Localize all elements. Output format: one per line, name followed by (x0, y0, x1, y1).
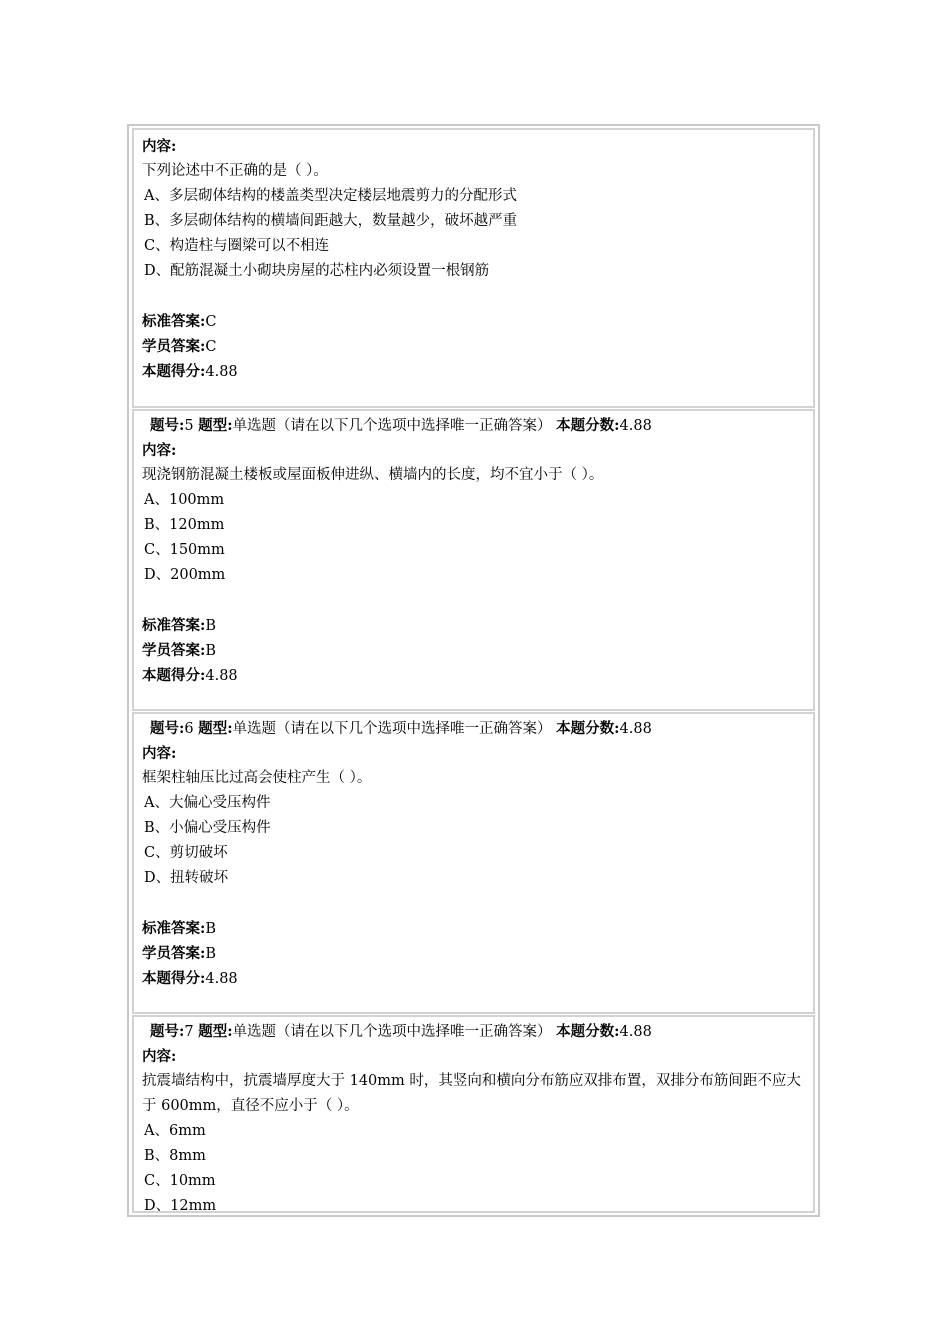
question-stem: 框架柱轴压比过高会使柱产生（ ）。 (142, 770, 372, 786)
question-stem: 现浇钢筋混凝土楼板或屋面板伸进纵、横墙内的长度，均不宜小于（ ）。 (142, 467, 604, 483)
qtype-value: 单选题（请在以下几个选项中选择唯一正确答案） (232, 1024, 552, 1040)
option-d: D、200mm (144, 567, 226, 583)
standard-answer-label: 标准答案: (142, 920, 206, 937)
question-block-7 (132, 1015, 815, 1213)
qtype-value: 单选题（请在以下几个选项中选择唯一正确答案） (232, 721, 552, 737)
option-b: B、120mm (144, 517, 225, 533)
qtype-value: 单选题（请在以下几个选项中选择唯一正确答案） (232, 418, 552, 434)
question-score (142, 663, 238, 689)
questions-panel (127, 124, 820, 1217)
option-c: C、150mm (144, 542, 225, 558)
student-answer-value: C (205, 339, 217, 355)
content-label: 内容: (142, 745, 177, 762)
qpoints-value: 4.88 (619, 721, 652, 737)
qtype-label: 题型: (198, 417, 233, 434)
question-header (150, 716, 652, 742)
option-b: B、多层砌体结构的横墙间距越大，数量越少，破坏越严重 (144, 213, 518, 229)
standard-answer (142, 309, 216, 335)
question-score (142, 359, 238, 385)
option-d: D、扭转破坏 (144, 870, 229, 886)
question-block-4 (132, 128, 815, 408)
student-answer (142, 638, 216, 664)
standard-answer-value: B (205, 618, 217, 634)
score-label: 本题得分: (142, 970, 206, 987)
standard-answer (142, 613, 216, 639)
qpoints-label: 本题分数: (556, 720, 620, 737)
score-value: 4.88 (205, 364, 238, 380)
student-answer-label: 学员答案: (142, 642, 206, 659)
question-header (150, 413, 652, 439)
qnum-value: 5 (184, 418, 194, 434)
qnum-label: 题号: (150, 1023, 185, 1040)
qpoints-value: 4.88 (619, 1024, 652, 1040)
score-label: 本题得分: (142, 363, 206, 380)
option-a: A、100mm (144, 492, 225, 508)
option-c: C、剪切破坏 (144, 845, 228, 861)
question-stem: 抗震墙结构中，抗震墙厚度大于 140mm 时，其竖向和横向分布筋应双排布置，双排分布筋间距不应大于 600mm，直径不应小于（ ）。 (142, 1073, 801, 1114)
student-answer-value: B (205, 946, 217, 962)
content-label: 内容: (142, 1048, 177, 1065)
option-a: A、多层砌体结构的楼盖类型决定楼层地震剪力的分配形式 (144, 188, 517, 204)
question-stem: 下列论述中不正确的是（ ）。 (142, 163, 328, 179)
qpoints-label: 本题分数: (556, 1023, 620, 1040)
option-d: D、配筋混凝土小砌块房屋的芯柱内必须设置一根钢筋 (144, 263, 490, 279)
option-b: B、小偏心受压构件 (144, 820, 271, 836)
standard-answer-label: 标准答案: (142, 617, 206, 634)
content-label: 内容: (142, 442, 177, 459)
standard-answer (142, 916, 216, 942)
option-d: D、12mm (144, 1198, 217, 1214)
content-label: 内容: (142, 138, 177, 155)
student-answer-value: B (205, 643, 217, 659)
question-block-5 (132, 409, 815, 711)
option-c: C、10mm (144, 1173, 216, 1189)
qnum-value: 6 (184, 721, 194, 737)
option-b: B、8mm (144, 1148, 206, 1164)
option-a: A、6mm (144, 1123, 206, 1139)
qtype-label: 题型: (198, 1023, 233, 1040)
option-c: C、构造柱与圈梁可以不相连 (144, 238, 330, 254)
question-header (150, 1019, 652, 1045)
student-answer-label: 学员答案: (142, 945, 206, 962)
standard-answer-value: C (205, 314, 217, 330)
score-value: 4.88 (205, 668, 238, 684)
qpoints-label: 本题分数: (556, 417, 620, 434)
qnum-label: 题号: (150, 720, 185, 737)
standard-answer-label: 标准答案: (142, 313, 206, 330)
qnum-value: 7 (184, 1024, 194, 1040)
standard-answer-value: B (205, 921, 217, 937)
student-answer-label: 学员答案: (142, 338, 206, 355)
question-block-6 (132, 712, 815, 1014)
option-a: A、大偏心受压构件 (144, 795, 271, 811)
student-answer (142, 334, 216, 360)
qtype-label: 题型: (198, 720, 233, 737)
qpoints-value: 4.88 (619, 418, 652, 434)
student-answer (142, 941, 216, 967)
score-value: 4.88 (205, 971, 238, 987)
question-score (142, 966, 238, 992)
qnum-label: 题号: (150, 417, 185, 434)
score-label: 本题得分: (142, 667, 206, 684)
